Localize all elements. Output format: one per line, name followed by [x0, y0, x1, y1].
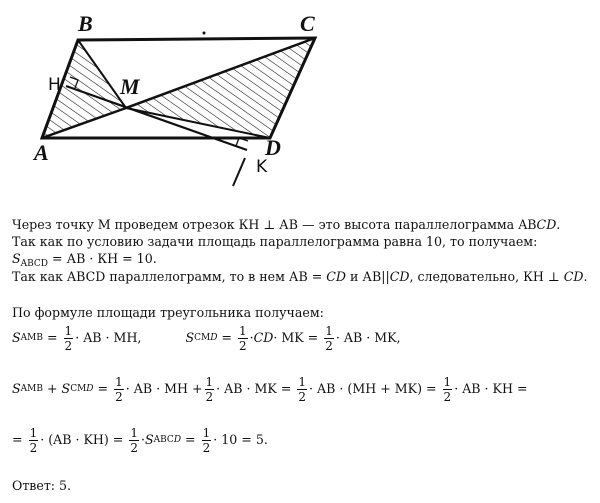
triangle-cmd — [126, 38, 315, 138]
label-h: H — [48, 75, 61, 95]
dot — [203, 32, 206, 35]
label-d: D — [265, 135, 281, 160]
label-a: A — [34, 140, 49, 165]
label-c: C — [300, 11, 315, 36]
height-extension — [233, 158, 245, 186]
label-b: B — [78, 11, 93, 36]
solution-line-6: S AMB = $\frac{1}{2}$ · AB · MH, S CMD = $\frac{1}{2}$ · CD · MK = $\frac{1}{2}$ · AB · MK, — [12, 323, 401, 353]
solution-line-5: По формуле площади треугольника получаем: — [12, 305, 324, 320]
solution-line-2: Так как по условию задачи площадь параллелограмма равна 10, то получаем: — [12, 234, 538, 249]
solution-line-4: Так как ABCD параллелограмм, то в нем АВ = CD и АВ||CD, следовательно, КН ⊥ CD. — [12, 269, 588, 284]
solution-line-1: Через точку М проведем отрезок КН ⊥ АВ — это высота параллелограмма ABCD. — [12, 217, 561, 232]
label-m: M — [120, 74, 140, 99]
parallelogram-figure — [0, 0, 600, 195]
solution-line-8: = $\frac{1}{2}$ · (AB · KH) = $\frac{1}{2}$ · S ABCD = $\frac{1}{2}$ · 10 = 5. — [12, 425, 268, 455]
solution-line-3: $S_{ABCD}$ = АВ · КН = 10. — [12, 251, 157, 269]
answer: Ответ: 5. — [12, 478, 72, 493]
label-k: K — [256, 157, 268, 177]
solution-line-7: S AMB + S CMD = $\frac{1}{2}$ · AB · MH + $\frac{1}{2}$ · AB · MK = $\frac{1}{2}$ · AB · (MH + MK) = $\frac{1}{2}$ · AB · KH = — [12, 374, 528, 404]
